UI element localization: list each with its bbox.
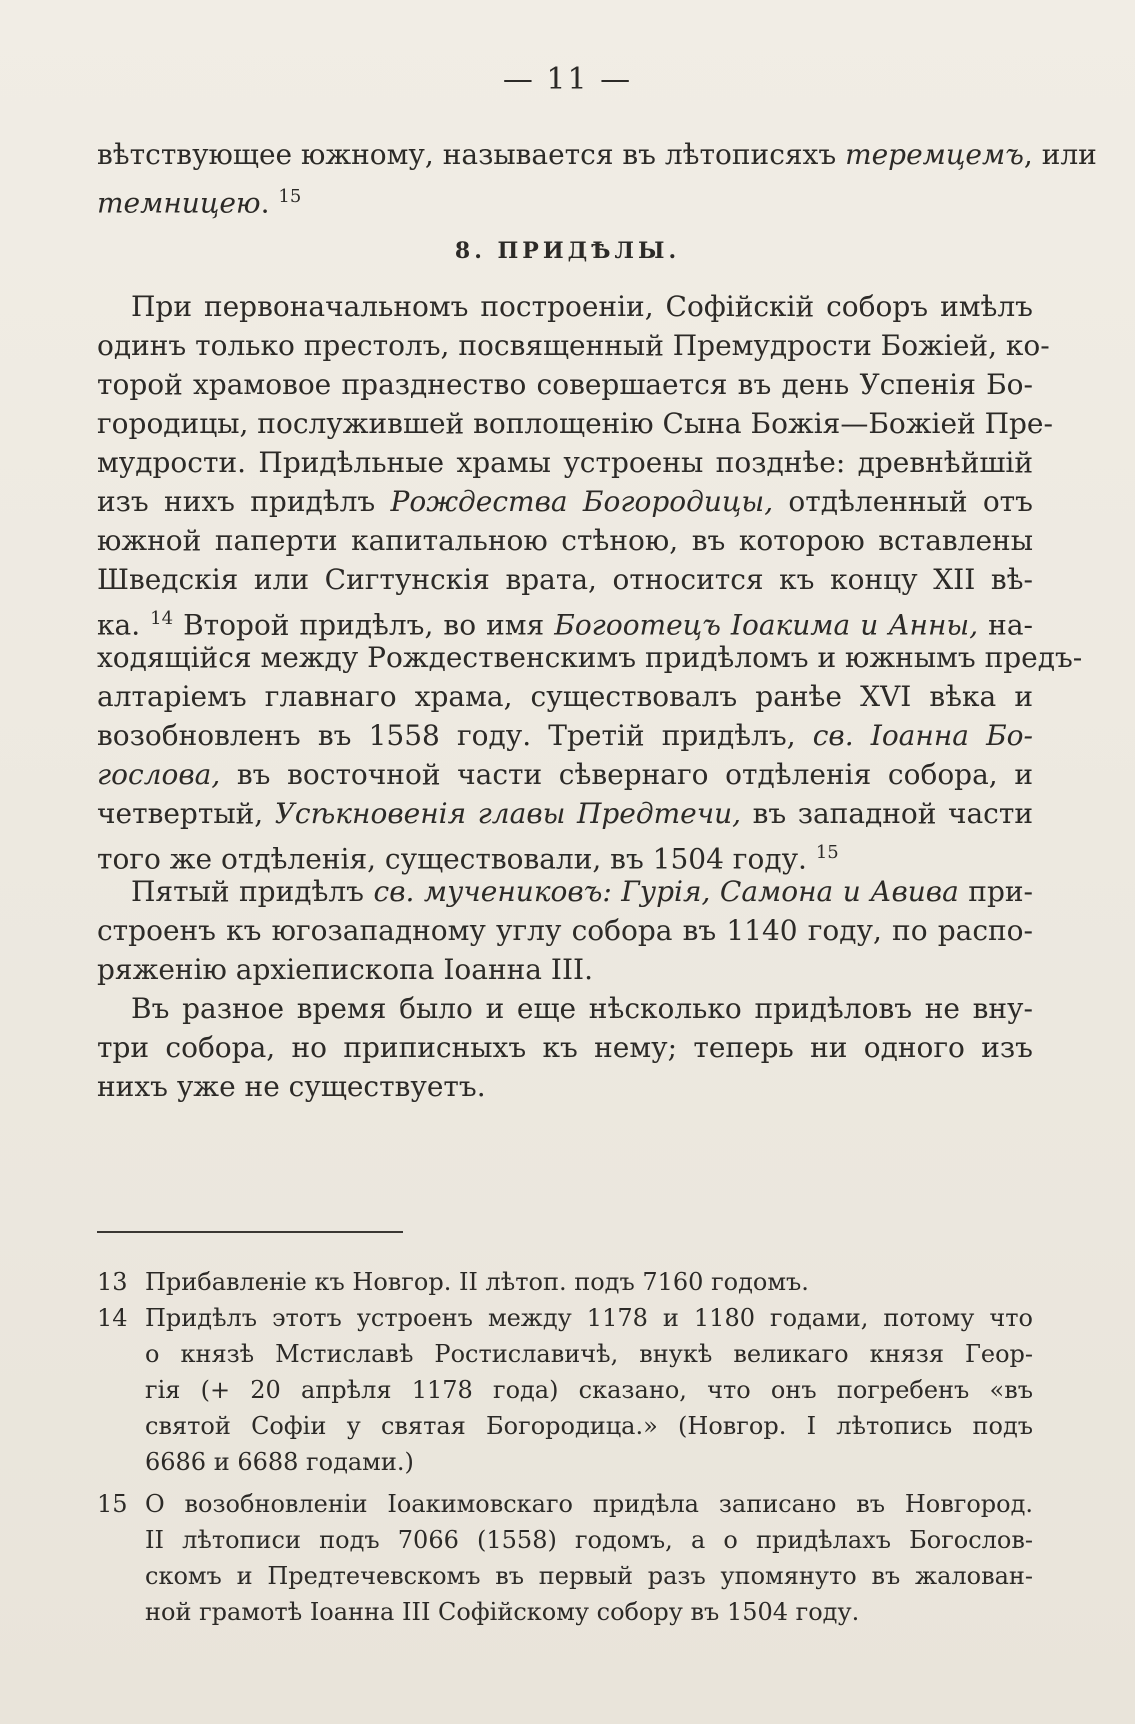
text-line: возобновленъ въ 1558 году. Третій придѣлъ, св. Іоанна Бо- (97, 719, 1033, 752)
text-line: ряженію архіепископа Іоанна III. (97, 953, 593, 986)
footnote-line: святой Софіи у святая Богородица.» (Новгор. I лѣтопись подъ (145, 1412, 1033, 1440)
text-line: вѣтствующее южному, называется въ лѣтописяхъ теремцемъ, или (97, 138, 1097, 171)
footnote-ref: 15 (278, 186, 302, 207)
footnote-line: скомъ и Предтечевскомъ въ первый разъ упомянуто въ жалован- (145, 1562, 1033, 1590)
footnote-line: гія (+ 20 апрѣля 1178 года) сказано, что онъ погребенъ «въ (145, 1376, 1033, 1404)
footnote-15: 15 О возобновленіи Іоакимовскаго придѣла записано въ Новгород. (97, 1490, 1033, 1518)
footnote-divider (97, 1231, 403, 1233)
text-line: три собора, но приписныхъ къ нему; теперь ни одного изъ (97, 1031, 1033, 1064)
text-line: алтаріемъ главнаго храма, существовалъ ранѣе XVI вѣка и (97, 680, 1033, 713)
text-line: ходящійся между Рождественскимъ придѣломъ и южнымъ предъ- (97, 641, 1083, 674)
text-line: строенъ къ югозападному углу собора въ 1140 году, по распо- (97, 914, 1033, 947)
footnote-ref: 15 (815, 842, 839, 863)
text-line: гослова, въ восточной части сѣвернаго отдѣленія собора, и (97, 758, 1033, 791)
text-line: темницею. $^{15}$ (97, 186, 302, 220)
text-line: ка. $^{14}$ Второй придѣлъ, во имя Богоотецъ Іоакима и Анны, на- (97, 608, 1033, 642)
text-line: четвертый, Усѣкновенія главы Предтечи, въ западной части (97, 797, 1033, 830)
text-line: городицы, послужившей воплощенію Сына Божія—Божіей Пре- (97, 407, 1053, 440)
footnote-line: II лѣтописи подъ 7066 (1558) годомъ, а о придѣлахъ Богослов- (145, 1526, 1033, 1554)
text-line: Въ разное время было и еще нѣсколько придѣловъ не вну- (131, 992, 1033, 1025)
text-line: мудрости. Придѣльные храмы устроены позднѣе: древнѣйшій (97, 446, 1033, 479)
footnote-line: 6686 и 6688 годами.) (145, 1448, 414, 1476)
text-line: При первоначальномъ построеніи, Софійскій соборъ имѣлъ (131, 290, 1033, 323)
footnote-13: 13 Прибавленіе къ Новгор. II лѣтоп. подъ 7160 годомъ. (97, 1268, 809, 1296)
text-line: Шведскія или Сигтунскія врата, относится къ концу XII вѣ- (97, 563, 1033, 596)
text-line: Пятый придѣлъ св. мучениковъ: Гурія, Самона и Авива при- (131, 875, 1034, 908)
text-line: одинъ только престолъ, посвященный Премудрости Божіей, ко- (97, 329, 1050, 362)
page-number: — 11 — (502, 62, 633, 97)
text-line: того же отдѣленія, существовали, въ 1504 году. $^{15}$ (97, 842, 839, 876)
footnote-line: ной грамотѣ Іоанна III Софійскому собору въ 1504 году. (145, 1598, 860, 1626)
text-line: южной паперти капитальною стѣною, въ которою вставлены (97, 524, 1033, 557)
section-heading: 8. ПРИДѢЛЫ. (454, 238, 681, 264)
text-line: нихъ уже не существуетъ. (97, 1070, 486, 1103)
footnote-ref: 14 (150, 608, 174, 629)
text-line: изъ нихъ придѣлъ Рождества Богородицы, отдѣленный отъ (97, 485, 1033, 518)
text-line: торой храмовое празднество совершается въ день Успенія Бо- (97, 368, 1033, 401)
footnote-line: о князѣ Мстиславѣ Ростиславичѣ, внукѣ великаго князя Геор- (145, 1340, 1033, 1368)
footnote-14: 14 Придѣлъ этотъ устроенъ между 1178 и 1180 годами, потому что (97, 1304, 1033, 1332)
